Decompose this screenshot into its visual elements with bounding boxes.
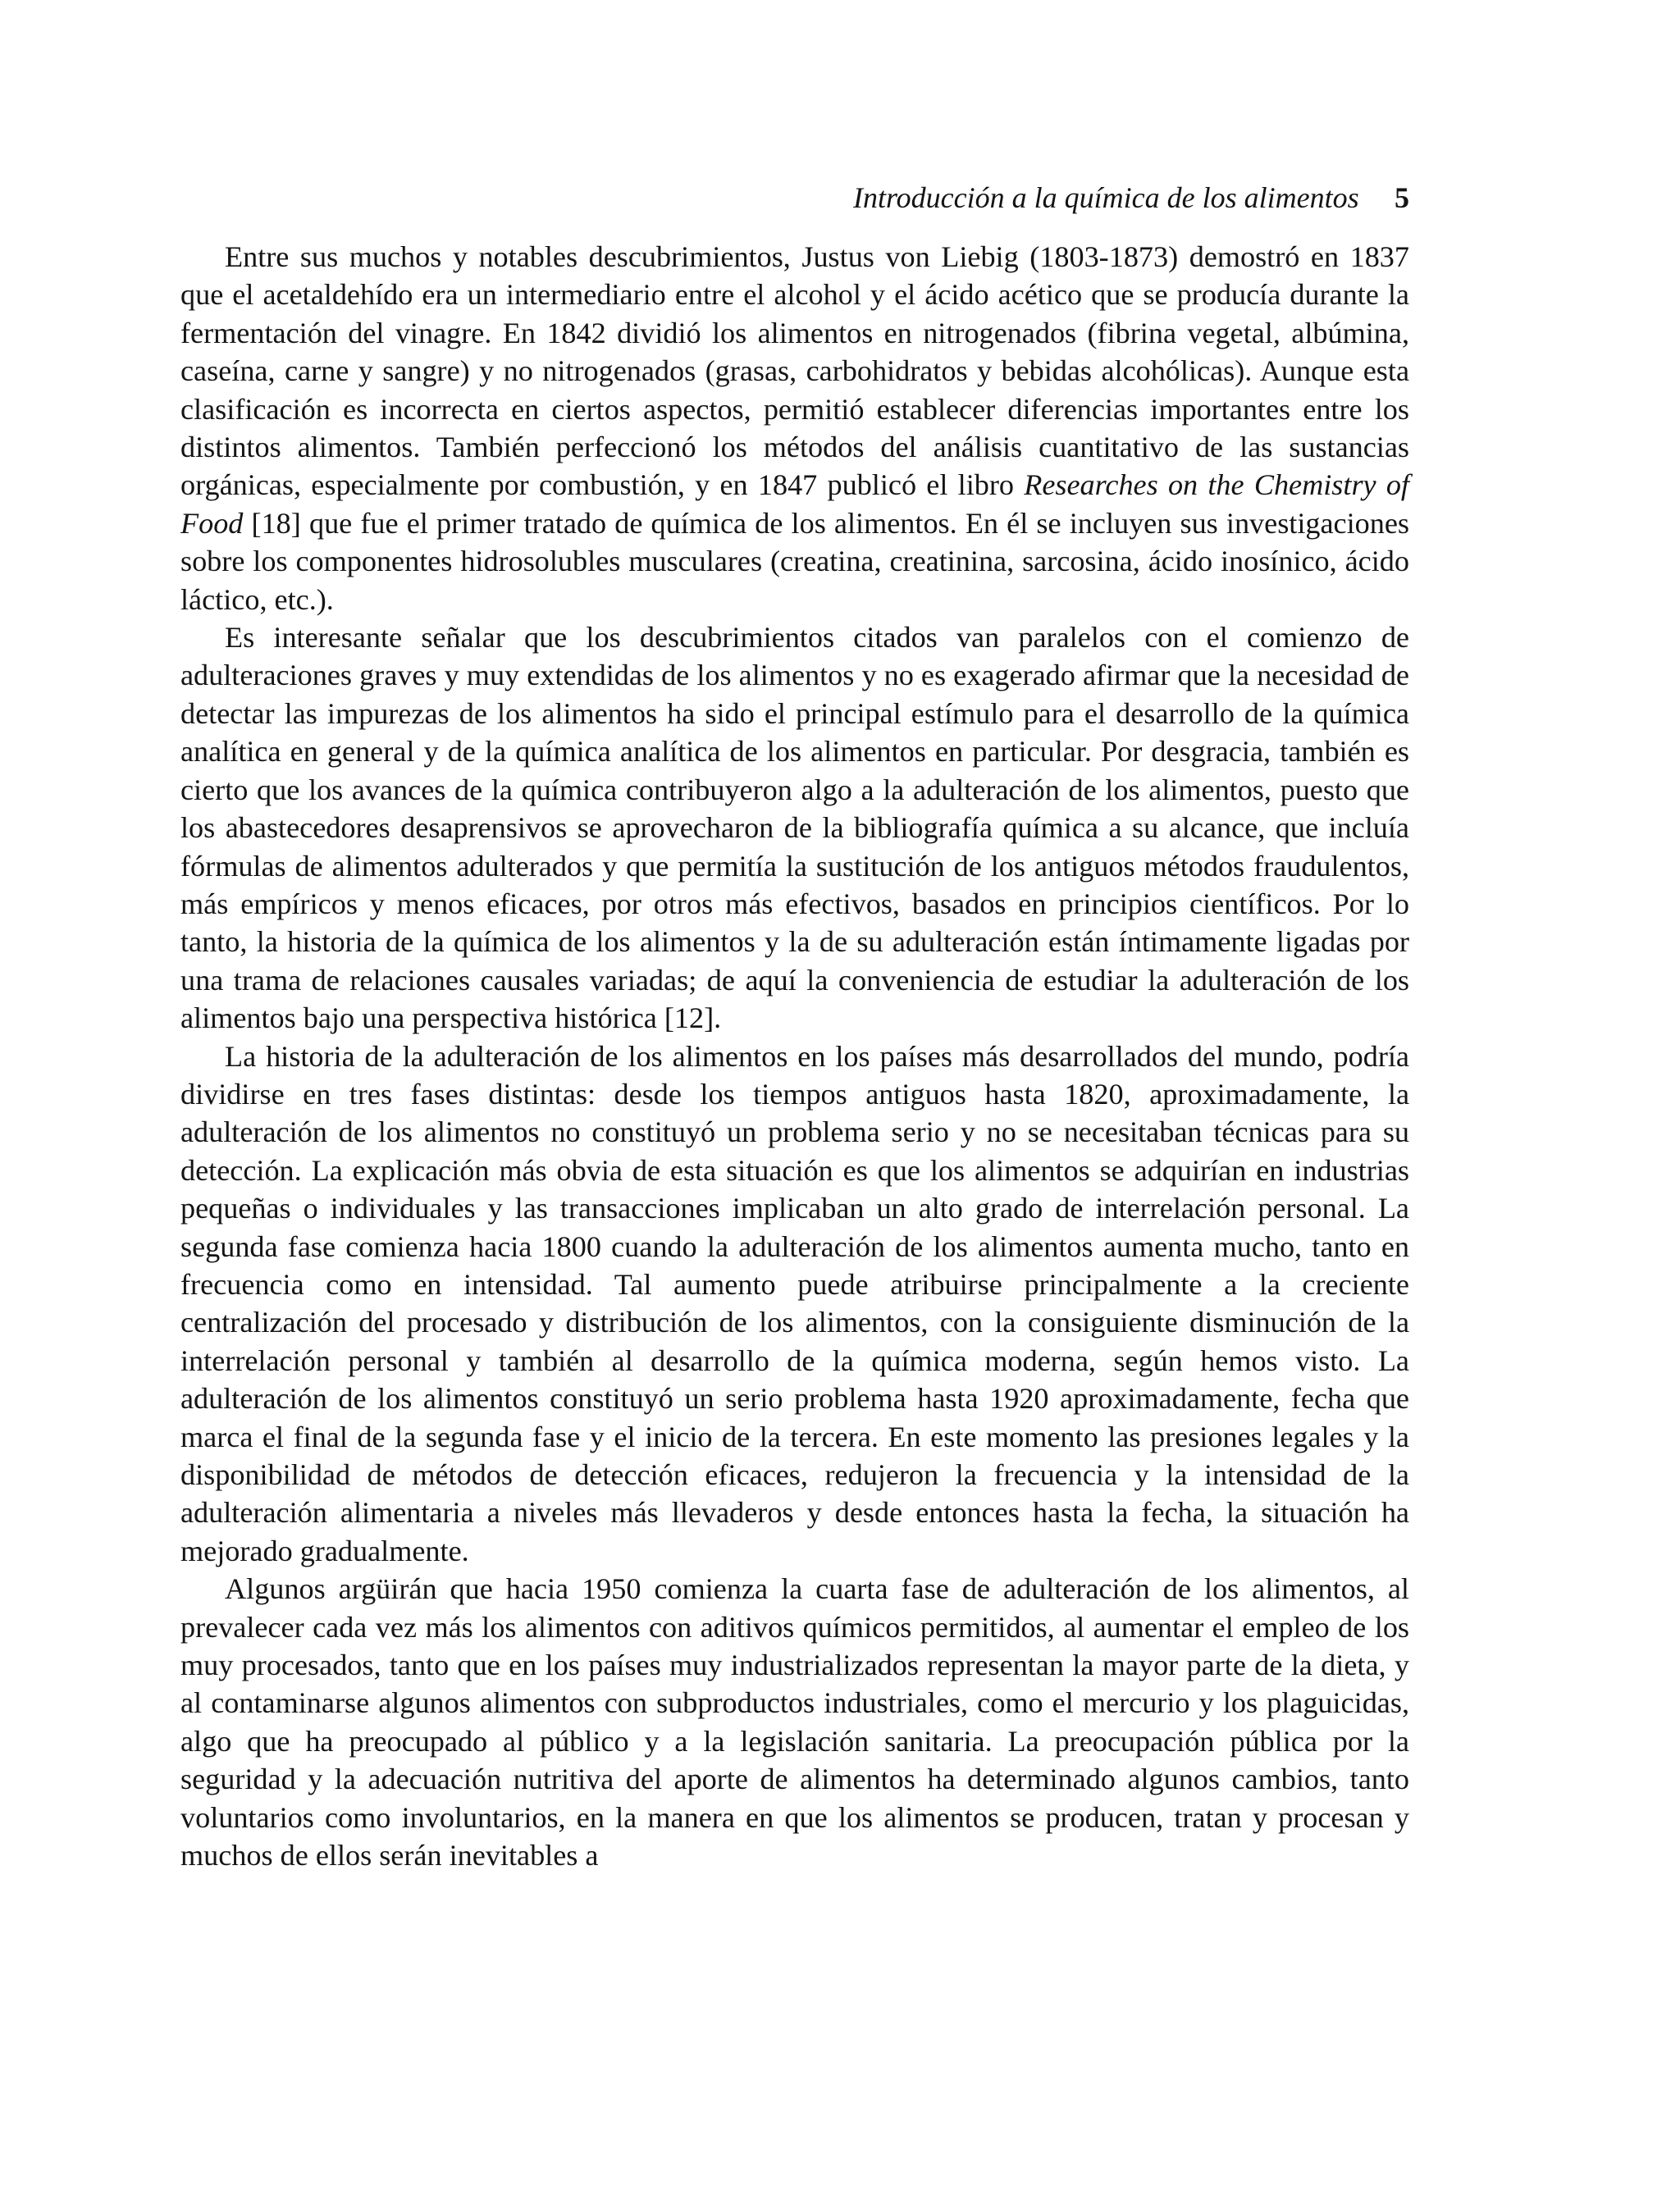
page-header [853, 177, 1409, 218]
paragraph: Es interesante señalar que los descubrimientos citados van paralelos con el comienzo de adulteraciones graves y muy extendidas de los alimentos y no es exagerado afirmar que la necesidad de detectar las impurezas de los alimentos ha sido el principal estímulo para el desarrollo de la química analítica en general y de la química analítica de los alimentos en particular. Por desgracia, también es cierto que los avances de la química contribuyeron algo a la adulteración de los alimentos, puesto que los abastecedores desaprensivos se aprovecharon de la bibliografía química a su alcance, que incluía fórmulas de alimentos adulterados y que permitía la sustitución de los antiguos métodos fraudulentos, más empíricos y menos eficaces, por otros más efectivos, basados en principios científicos. Por lo tanto, la historia de la química de los alimentos y la de su adulteración están íntimamente ligadas por una trama de relaciones causales variadas; de aquí la conveniencia de estudiar la adulteración de los alimentos bajo una perspectiva histórica [12]. [180, 621, 1409, 1035]
running-title: Introducción a la química de los alimentos [853, 181, 1359, 214]
paragraph-text: Entre sus muchos y notables descubrimientos, Justus von Liebig (1803-1873) demostró en 1837 que el acetaldehído era un intermediario entre el alcohol y el ácido acético que se producía durante la fermentación del vinagre. En 1842 dividió los alimentos en nitrogenados (fibrina vegetal, albúmina, caseína, carne y sangre) y no nitrogenados (grasas, carbohidratos y bebidas alcohólicas). Aunque esta clasificación es incorrecta en ciertos aspectos, permitió establecer diferencias importantes entre los distintos alimentos. También perfeccionó los métodos del análisis cuantitativo de las sustancias orgánicas, especialmente por combustión, y en 1847 publicó el libro [180, 240, 1409, 502]
paragraph [180, 238, 1409, 618]
paragraph: Algunos argüirán que hacia 1950 comienza la cuarta fase de adulteración de los alimentos, al prevalecer cada vez más los alimentos con aditivos químicos permitidos, al aumentar el empleo de los muy procesados, tanto que en los países muy industrializados representan la mayor parte de la dieta, y al contaminarse algunos alimentos con subproductos industriales, como el mercurio y los plaguicidas, algo que ha preocupado al público y a la legislación sanitaria. La preocupación pública por la seguridad y la adecuación nutritiva del aporte de alimentos ha determinado algunos cambios, tanto voluntarios como involuntarios, en la manera en que los alimentos se producen, tratan y procesan y muchos de ellos serán inevitables a [180, 1572, 1409, 1872]
book-title: Researches on the Chemistry of Food [180, 468, 1409, 540]
page-number: 5 [1395, 181, 1409, 214]
paragraph-text: [18] que fue el primer tratado de química de los alimentos. En él se incluyen sus investigaciones sobre los componentes hidrosolubles musculares (creatina, creatinina, sarcosina, ácido inosínico, ácido láctico, etc.). [180, 506, 1409, 616]
body-text [180, 238, 1409, 1874]
paragraph: La historia de la adulteración de los alimentos en los países más desarrollados del mundo, podría dividirse en tres fases distintas: desde los tiempos antiguos hasta 1820, aproximadamente, la adulteración de los alimentos no constituyó un problema serio y no se necesitaban técnicas para su detección. La explicación más obvia de esta situación es que los alimentos se adquirían en industrias pequeñas o individuales y las transacciones implicaban un alto grado de interrelación personal. La segunda fase comienza hacia 1800 cuando la adulteración de los alimentos aumenta mucho, tanto en frecuencia como en intensidad. Tal aumento puede atribuirse principalmente a la creciente centralización del procesado y distribución de los alimentos, con la consiguiente disminución de la interrelación personal y también al desarrollo de la química moderna, según hemos visto. La adulteración de los alimentos constituyó un serio problema hasta 1920 aproximadamente, fecha que marca el final de la segunda fase y el inicio de la tercera. En este momento las presiones legales y la disponibilidad de métodos de detección eficaces, redujeron la frecuencia y la intensidad de la adulteración alimentaria a niveles más llevaderos y desde entonces hasta la fecha, la situación ha mejorado gradualmente. [180, 1039, 1409, 1567]
